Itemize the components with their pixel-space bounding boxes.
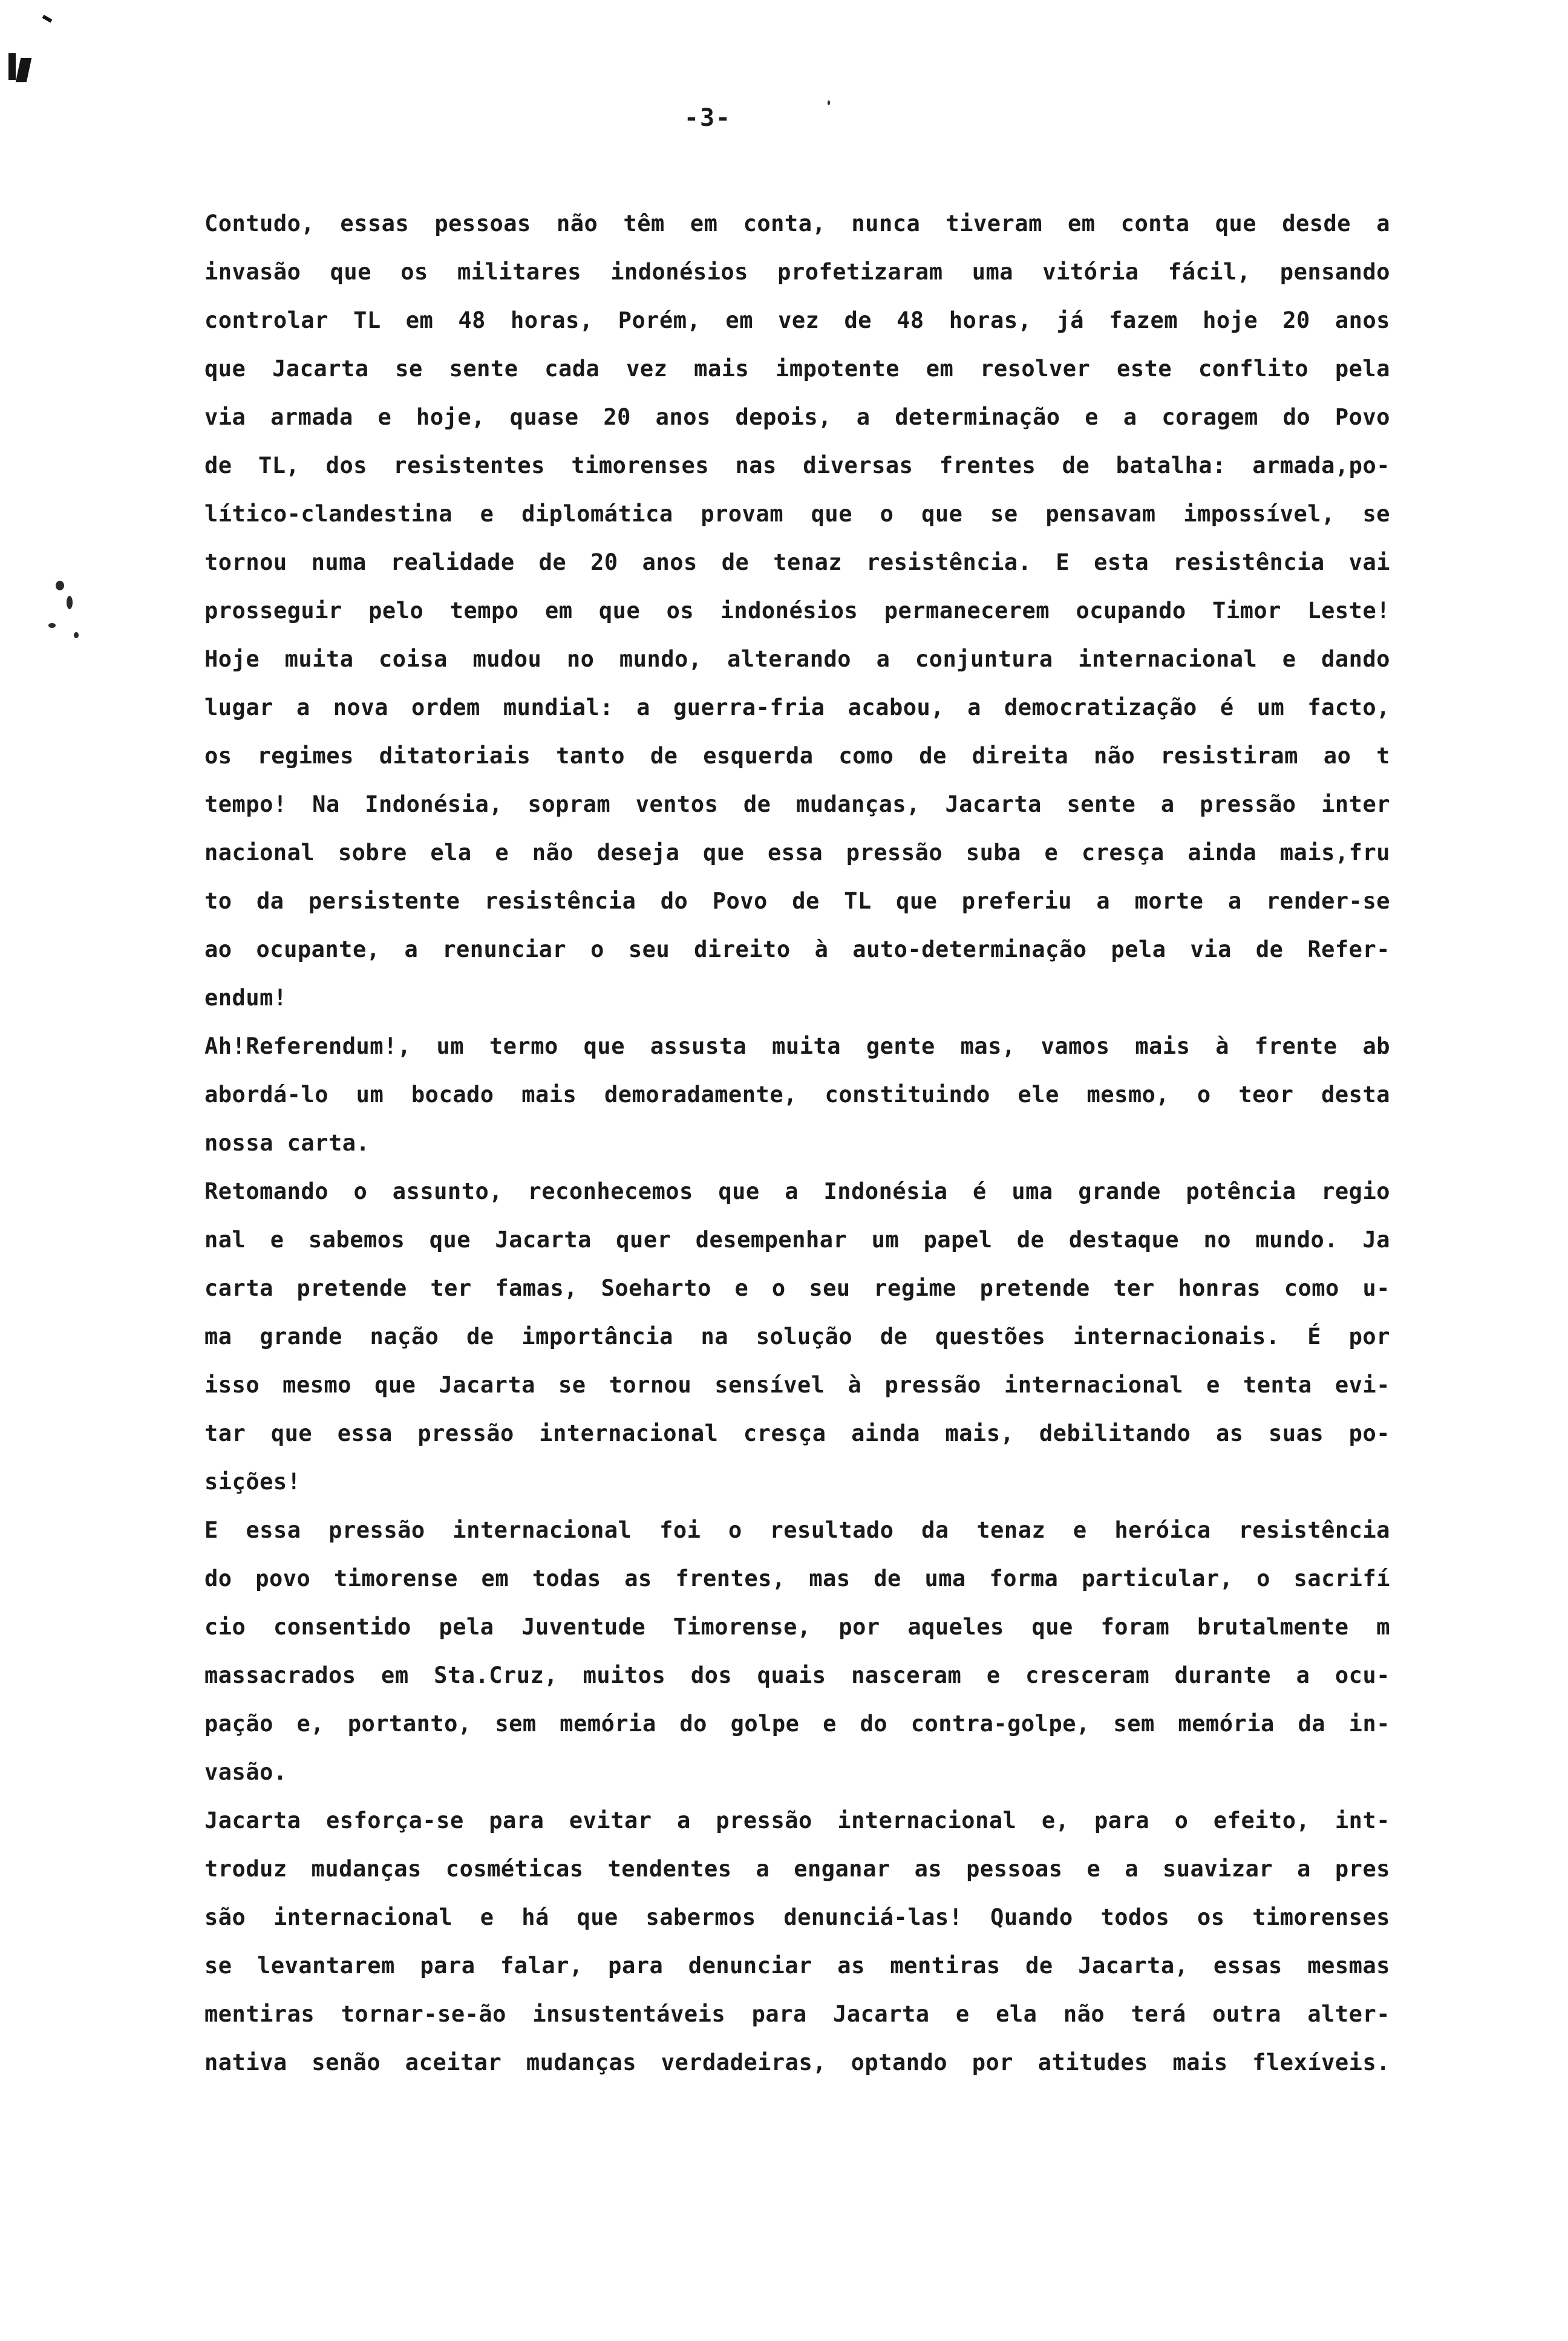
text-line: que Jacarta se sente cada vez mais impotente em resolver este conflito pela [204,356,1390,382]
text-line: são internacional e há que sabermos denunciá-las! Quando todos os timorenses [204,1904,1390,1930]
text-line: nativa senão aceitar mudanças verdadeiras, optando por atitudes mais flexíveis. [204,2049,1390,2075]
text-line: isso mesmo que Jacarta se tornou sensível à pressão internacional e tenta evi- [204,1372,1390,1398]
scan-mark-top-left-3 [42,15,53,22]
text-line: tempo! Na Indonésia, sopram ventos de mudanças, Jacarta sente a pressão inter [204,791,1390,817]
text-line: ma grande nação de importância na solução de questões internacionais. É por [204,1324,1390,1350]
text-line: do povo timorense em todas as frentes, mas de uma forma particular, o sacrifí [204,1566,1390,1592]
text-line: endum! [204,985,287,1011]
text-line: nossa carta. [204,1130,370,1156]
text-line: pação e, portanto, sem memória do golpe e do contra-golpe, sem memória da in- [204,1711,1390,1737]
scan-smudge-margin-4 [74,632,79,638]
letter-body [204,200,1390,2087]
text-line: via armada e hoje, quase 20 anos depois, a determinação e a coragem do Povo [204,404,1390,430]
text-line: os regimes ditatoriais tanto de esquerda como de direita não resistiram ao t [204,743,1390,769]
text-line: se levantarem para falar, para denunciar as mentiras de Jacarta, essas mesmas [204,1953,1390,1979]
text-line: tornou numa realidade de 20 anos de tenaz resistência. E esta resistência vai [204,549,1390,575]
text-line: Contudo, essas pessoas não têm em conta, nunca tiveram em conta que desde a [204,211,1390,237]
scan-smudge-margin-3 [48,623,56,628]
text-line: mentiras tornar-se-ão insustentáveis para Jacarta e ela não terá outra alter- [204,2001,1390,2027]
text-line: ao ocupante, a renunciar o seu direito à auto-determinação pela via de Refer- [204,936,1390,962]
scan-mark-top-left-2 [16,58,32,82]
text-line: sições! [204,1469,301,1495]
text-line: Jacarta esforça-se para evitar a pressão internacional e, para o efeito, int- [204,1807,1390,1833]
page-number: -3- [684,104,732,132]
scan-smudge-margin [56,581,64,590]
scan-smudge-margin-2 [67,596,73,609]
text-line: Retomando o assunto, reconhecemos que a Indonésia é uma grande potência regio [204,1178,1390,1204]
text-line: lítico-clandestina e diplomática provam que o que se pensavam impossível, se [204,501,1390,527]
text-line: lugar a nova ordem mundial: a guerra-fria acabou, a democratização é um facto, [204,694,1390,720]
text-line: vasão. [204,1759,287,1785]
text-line: invasão que os militares indonésios profetizaram uma vitória fácil, pensando [204,259,1390,285]
text-line: Hoje muita coisa mudou no mundo, alterando a conjuntura internacional e dando [204,646,1390,672]
text-line: nacional sobre ela e não deseja que essa pressão suba e cresça ainda mais,fru [204,840,1390,866]
text-line: abordá-lo um bocado mais demoradamente, constituindo ele mesmo, o teor desta [204,1082,1390,1108]
text-line: cio consentido pela Juventude Timorense, por aqueles que foram brutalmente m [204,1614,1390,1640]
scan-mark-top-left [8,53,16,80]
text-line: de TL, dos resistentes timorenses nas diversas frentes de batalha: armada,po- [204,452,1390,478]
text-line: nal e sabemos que Jacarta quer desempenhar um papel de destaque no mundo. Ja [204,1227,1390,1253]
text-line: carta pretende ter famas, Soeharto e o seu regime pretende ter honras como u- [204,1275,1390,1301]
text-line: E essa pressão internacional foi o resultado da tenaz e heróica resistência [204,1517,1390,1543]
text-line: prosseguir pelo tempo em que os indonésios permanecerem ocupando Timor Leste! [204,598,1390,624]
text-line: controlar TL em 48 horas, Porém, em vez de 48 horas, já fazem hoje 20 anos [204,307,1390,333]
text-line: Ah!Referendum!, um termo que assusta muita gente mas, vamos mais à frente ab [204,1033,1390,1059]
text-line: massacrados em Sta.Cruz, muitos dos quais nasceram e cresceram durante a ocu- [204,1662,1390,1688]
text-line: troduz mudanças cosméticas tendentes a enganar as pessoas e a suavizar a pres [204,1856,1390,1882]
text-line: to da persistente resistência do Povo de TL que preferiu a morte a render-se [204,888,1390,914]
text-line: tar que essa pressão internacional cresça ainda mais, debilitando as suas po- [204,1420,1390,1446]
scan-dot-top [828,100,830,105]
